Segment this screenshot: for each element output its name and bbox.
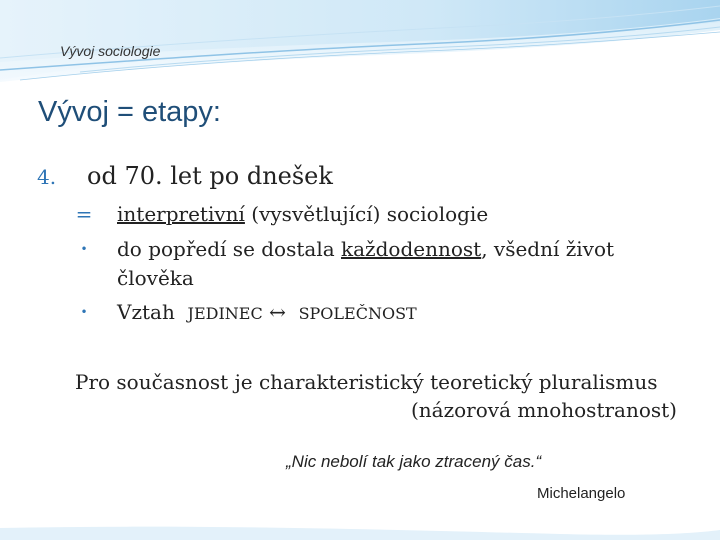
paragraph-line1: Pro současnost je charakteristický teoretický pluralismus — [75, 370, 658, 394]
section-number: 4. — [37, 165, 57, 189]
underlined-term: každodennost — [341, 237, 482, 261]
term-society: SPOLEČNOST — [298, 304, 417, 323]
bullet-icon: • — [80, 242, 88, 256]
list-item-text — [117, 200, 488, 229]
bullet-icon: • — [80, 305, 88, 319]
pluralism-paragraph — [75, 368, 677, 424]
list-item-line2: člověka — [117, 266, 194, 290]
double-arrow-icon: ↔ — [269, 300, 286, 324]
equals-marker: = — [75, 202, 93, 226]
underlined-term: interpretivní — [117, 202, 245, 226]
relation-word: Vztah — [117, 300, 175, 324]
paragraph-line2: (názorová mnohostranost) — [411, 398, 677, 422]
section-heading — [37, 162, 333, 190]
list-item-suffix: , všední život — [481, 237, 615, 261]
page-title: Vývoj = etapy: — [38, 96, 221, 128]
section-heading-text: od 70. let po dnešek — [87, 162, 333, 190]
list-item-rest: (vysvětlující) sociologie — [244, 202, 489, 226]
bottom-wave-shape — [0, 527, 720, 540]
quote-text: „Nic nebolí tak jako ztracený čas.“ — [286, 452, 542, 471]
header-title: Vývoj sociologie — [60, 43, 161, 59]
list-item-text — [117, 235, 614, 293]
list-item-prefix: do popředí se dostala — [117, 237, 342, 261]
list-item-text — [117, 298, 417, 328]
quote-author: Michelangelo — [537, 485, 626, 502]
term-individual: JEDINEC — [187, 304, 263, 323]
